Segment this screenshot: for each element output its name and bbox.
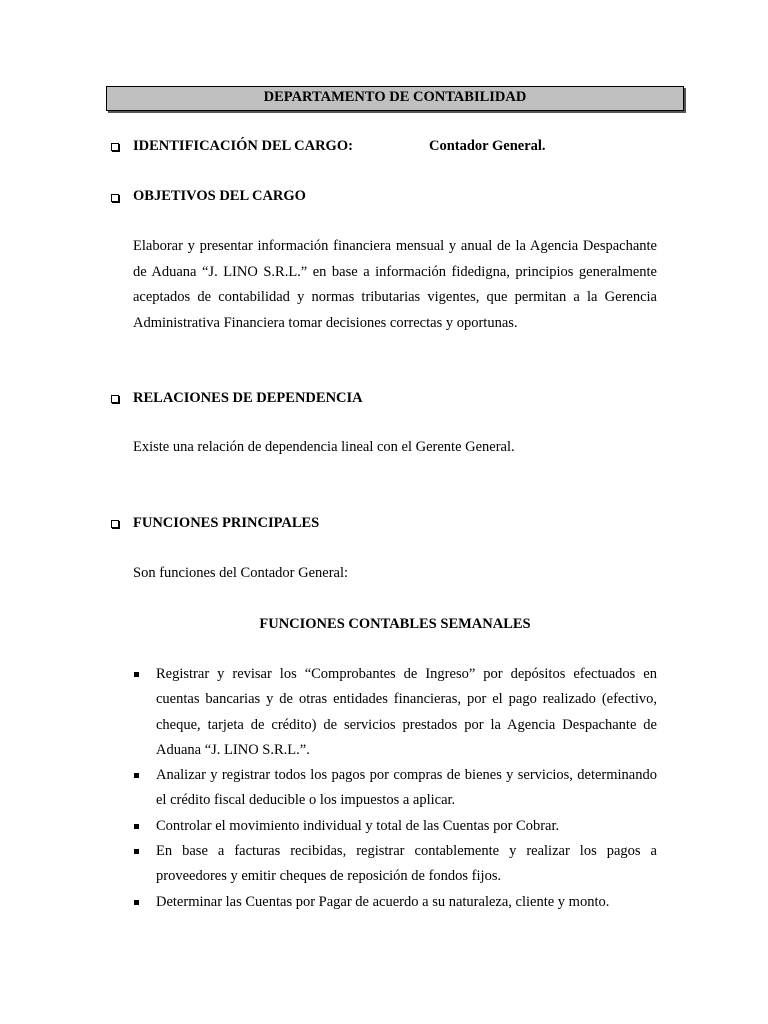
list-item <box>133 662 657 763</box>
funciones-heading: FUNCIONES PRINCIPALES <box>133 515 320 531</box>
square-bullet-icon <box>134 773 139 778</box>
list-item-text: Analizar y registrar todos los pagos por compras de bienes y servicios, determinando el crédito fiscal deducible o los impuestos a aplicar. <box>156 767 657 809</box>
section-bullet-icon <box>111 194 119 202</box>
square-bullet-icon <box>134 824 139 829</box>
list-item <box>133 839 657 890</box>
section-bullet-icon <box>111 520 119 528</box>
section-bullet-icon <box>111 395 119 403</box>
identificacion-label: IDENTIFICACIÓN DEL CARGO: <box>133 138 353 154</box>
funciones-intro: Son funciones del Contador General: <box>133 565 349 581</box>
objetivos-heading: OBJETIVOS DEL CARGO <box>133 188 306 204</box>
identificacion-value: Contador General. <box>429 138 546 154</box>
square-bullet-icon <box>134 900 139 905</box>
list-item-text: En base a facturas recibidas, registrar contablemente y realizar los pagos a proveedores y emitir cheques de reposición de fondos fijos. <box>156 843 657 885</box>
relaciones-paragraph: Existe una relación de dependencia lineal con el Gerente General. <box>133 439 515 455</box>
list-item-text: Determinar las Cuentas por Pagar de acuerdo a su naturaleza, cliente y monto. <box>156 893 610 910</box>
department-title: DEPARTAMENTO DE CONTABILIDAD <box>263 89 527 105</box>
funciones-list <box>133 662 657 915</box>
list-item <box>133 763 657 814</box>
list-item-text: Controlar el movimiento individual y total de las Cuentas por Cobrar. <box>156 817 560 834</box>
relaciones-heading: RELACIONES DE DEPENDENCIA <box>133 390 363 406</box>
square-bullet-icon <box>134 672 139 677</box>
department-header <box>106 86 684 111</box>
section-bullet-icon <box>111 143 119 151</box>
list-item-text: Registrar y revisar los “Comprobantes de Ingreso” por depósitos efectuados en cuentas bancarias y de otras entidades financieras, por el pago realizado (efectivo, cheque, tarjeta de crédito) de servicios prestados por la Agencia Despachante de Aduana “J. LINO S.R.L.”. <box>156 666 657 758</box>
list-item <box>133 890 657 915</box>
square-bullet-icon <box>134 849 139 854</box>
list-item <box>133 814 657 839</box>
objetivos-paragraph: Elaborar y presentar información financiera mensual y anual de la Agencia Despachante de Aduana “J. LINO S.R.L.” en base a información fidedigna, principios generalmente aceptados de contabilidad y normas tributarias vigentes, que permitan a la Gerencia Administrativa Financiera tomar decisiones correctas y oportunas. <box>133 238 657 331</box>
funciones-subtitle: FUNCIONES CONTABLES SEMANALES <box>259 616 531 632</box>
